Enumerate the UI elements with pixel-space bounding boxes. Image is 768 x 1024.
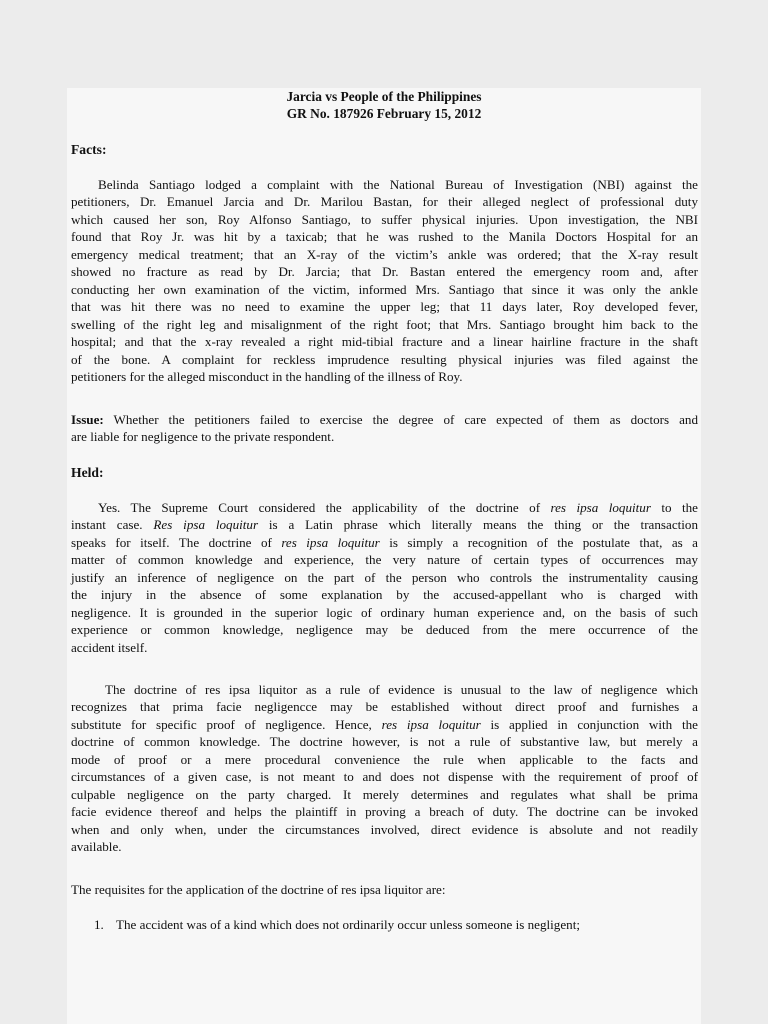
italic-term: res ipsa loquitur xyxy=(381,716,481,732)
held-heading: Held: xyxy=(71,465,104,480)
facts-line: emergency medical treatment; that an X-ray of the victim’s ankle was ordered; that the X-ray result xyxy=(71,246,698,262)
facts-line: conducting her own examination of the victim, informed Mrs. Santiago that since it was only the ankle xyxy=(71,281,698,297)
held-p2-line: recognizes that prima facie negligencce may be established without direct proof and furnishes a xyxy=(71,699,698,715)
held-p1-line: instant case. Res ipsa loquitur is a Latin phrase which literally means the thing or the transaction xyxy=(71,517,698,533)
document-title xyxy=(67,88,701,123)
facts-line: which caused her son, Roy Alfonso Santiago, to suffer physical injuries. Upon investigation, the NBI xyxy=(71,211,698,227)
held-p1-line: speaks for itself. The doctrine of res ipsa loquitur is simply a recognition of the postulate that, as a xyxy=(71,534,698,550)
document-page xyxy=(67,88,701,1024)
facts-line: of the bone. A complaint for reckless imprudence resulting physical injuries was filed against the xyxy=(71,351,698,367)
facts-paragraph xyxy=(71,176,698,385)
facts-line: Belinda Santiago lodged a complaint with the National Bureau of Investigation (NBI) against the xyxy=(98,177,698,192)
held-p2-line: facie evidence thereof and helps the plaintiff in proving a breach of duty. The doctrine can be invoked xyxy=(71,804,698,820)
held-p1-line: justify an inference of negligence on the part of the person who controls the instrumentality causing xyxy=(71,569,698,585)
held-p1-line: matter of common knowledge and experience, the very nature of certain types of occurrences may xyxy=(71,552,698,568)
held-p2-line: when and only when, under the circumstances involved, direct evidence is absolute and not readily xyxy=(71,821,698,837)
facts-line: petitioners for the alleged misconduct in the handling of the illness of Roy. xyxy=(71,368,463,384)
held-p1-line: experience or common knowledge, negligence may be deduced from the mere occurrence of the xyxy=(71,622,698,638)
facts-line: found that Roy Jr. was hit by a taxicab; that he was rushed to the Manila Doctors Hospital for an xyxy=(71,229,698,245)
held-p2-line: doctrine of common knowledge. The doctrine however, is not a rule of substantive law, but merely a xyxy=(71,734,698,750)
requisites-intro xyxy=(71,881,698,898)
facts-heading: Facts: xyxy=(71,142,107,157)
list-number: 1. xyxy=(94,917,104,932)
held-p1-line: Yes. The Supreme Court considered the applicability of the doctrine of res ipsa loquitur to the xyxy=(98,500,698,515)
issue-line-2: are liable for negligence to the private respondent. xyxy=(71,429,335,445)
title-line-1: Jarcia vs People of the Philippines xyxy=(286,89,482,104)
held-p2-line: The doctrine of res ipsa liquitor as a rule of evidence is unusual to the law of negligence which xyxy=(105,682,698,697)
held-p1-line: negligence. It is grounded in the superior logic of ordinary human experience and, on the basis of such xyxy=(71,604,698,620)
issue-label: Issue: xyxy=(71,412,104,427)
held-p2-line: available. xyxy=(71,839,122,855)
facts-line: showed no fracture as read by Dr. Jarcia; that Dr. Bastan entered the emergency room and, after xyxy=(71,264,698,280)
held-p2-line: circumstances of a given case, is not meant to and does not dispense with the requirement of proof of xyxy=(71,769,698,785)
held-p2-line: substitute for specific proof of negligence. Hence, res ipsa loquitur is applied in conjunction with the xyxy=(71,716,698,732)
held-p1-line: the injury in the absence of some explanation by the accused-appellant who is charged with xyxy=(71,587,698,603)
held-p1-line: accident itself. xyxy=(71,639,148,655)
held-p2-line: culpable negligence on the party charged. It merely determines and regulates what shall be prima xyxy=(71,786,698,802)
facts-line: that was hit there was no need to examine the upper leg; that 11 days later, Roy developed fever, xyxy=(71,299,698,315)
italic-term: res ipsa loquitur xyxy=(281,534,380,550)
held-paragraph-2 xyxy=(71,681,698,856)
issue-paragraph xyxy=(71,411,698,446)
facts-line: hospital; and that the x-ray revealed a right mid-tibial fracture and a linear hairline fracture in the shaft xyxy=(71,334,698,350)
title-line-2: GR No. 187926 February 15, 2012 xyxy=(286,106,482,122)
list-text: The accident was of a kind which does not ordinarily occur unless someone is negligent; xyxy=(116,917,580,932)
issue-line-1: Whether the petitioners failed to exercise the degree of care expected of them as doctors and xyxy=(103,412,698,427)
facts-line: swelling of the right leg and misalignment of the right foot; that Mrs. Santiago brought him back to the xyxy=(71,316,698,332)
requisites-list xyxy=(94,916,694,933)
italic-term: Res ipsa loquitur xyxy=(153,517,259,533)
held-p2-line: mode of proof or a mere procedural convenience the rule when applicable to the facts and xyxy=(71,751,698,767)
held-paragraph-1 xyxy=(71,499,698,656)
list-item xyxy=(94,916,694,933)
requisites-intro-text: The requisites for the application of the doctrine of res ipsa liquitor are: xyxy=(71,882,446,897)
italic-term: res ipsa loquitur xyxy=(550,500,651,515)
facts-line: petitioners, Dr. Emanuel Jarcia and Dr. Marilou Bastan, for their alleged neglect of professional duty xyxy=(71,194,698,210)
